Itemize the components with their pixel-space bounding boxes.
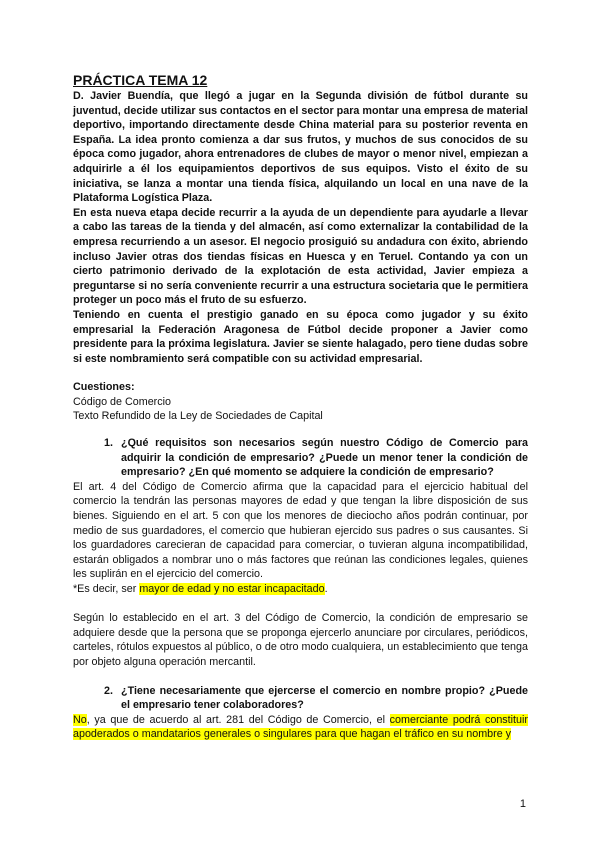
answer-2: [73, 713, 528, 742]
highlighted-text: No: [73, 713, 87, 726]
question-1: [73, 436, 528, 480]
question-number: 2.: [104, 684, 113, 697]
page-title: PRÁCTICA TEMA 12: [73, 72, 208, 88]
question-text: ¿Qué requisitos son necesarios según nuestro Código de Comercio para adquirir la condición de empresario? ¿Puede un menor tener la condición de empresario? ¿En qué momento se adquiere la condición de empresario?: [121, 437, 528, 479]
case-paragraph: En esta nueva etapa decide recurrir a la ayuda de un dependiente para ayudarle a llevar a cabo las tareas de la tienda y del almacén, así como externalizar la contabilidad de la empresa recurriendo a un asesor. El negocio prosiguió su andadura con éxito, abriendo incluso Javier otras dos tiendas físicas en Huesca y en Teruel. Contando ya con un cierto patrimonio derivado de la explotación de esta actividad, Javier empieza a preguntarse si no sería conveniente recurrir a una estructura societaria que le permitiera proteger un poco más el fruto de su esfuerzo.: [73, 206, 528, 307]
case-statement: [73, 89, 528, 366]
case-paragraph: Teniendo en cuenta el prestigio ganado en su época como jugador y su éxito empresarial la Federación Aragonesa de Fútbol decide proponer a Javier como presidente para la próxima legislatura. Javier se siente halagado, pero tiene dudas sobre si este nombramiento será compatible con su actividad empresarial.: [73, 308, 528, 365]
highlighted-text: mayor de edad y no estar incapacitado: [139, 583, 325, 595]
answer-paragraph: Según lo establecido en el art. 3 del Código de Comercio, la condición de empresario se adquiere desde que la persona que se proponga ejercerlo anunciare por circulares, periódicos, carteles, rótulos expuestos al público, o de otro modo cualquiera, un establecimiento que tenga por objeto alguna operación mercantil.: [73, 612, 528, 668]
question-text: ¿Tiene necesariamente que ejercerse el comercio en nombre propio? ¿Puede el empresario tener colaboradores?: [121, 684, 528, 712]
cuestiones-section: [73, 380, 528, 424]
answer-text: , ya que de acuerdo al art. 281 del Código de Comercio, el: [86, 713, 390, 726]
highlighted-text: comerciante podrá constituir apoderados o mandatarios generales o singulares para que hagan el tráfico en su nombre y: [73, 713, 528, 741]
answer-note: [73, 582, 528, 597]
note-text: .: [324, 583, 328, 595]
cuestiones-heading: Cuestiones:: [73, 381, 135, 394]
note-text: *Es decir, ser: [73, 583, 140, 595]
answer-paragraph: [73, 713, 528, 742]
answer-paragraph: El art. 4 del Código de Comercio afirma que la capacidad para el ejercicio habitual del comercio la tendrán las personas mayores de edad y que tengan la libre disposición de sus bienes. Siguiendo en el art. 5 con que los menores de dieciocho años podrán continuar, por medio de sus guardadores, el comercio que hubieran ejercido sus padres o sus causantes. Si los guardadores carecieran de capacidad para comerciar, o tuvieran alguna incompatibilidad, estarán obligados a nombrar uno o más factores que reúnan las condiciones legales, quienes les suplirán en el ejercicio del comercio.: [73, 480, 528, 581]
case-paragraph: D. Javier Buendía, que llegó a jugar en la Segunda división de fútbol durante su juventud, decide utilizar sus contactos en el sector para montar una empresa de material deportivo, importando directamente desde China material para su posterior reventa en España. La idea pronto comienza a dar sus frutos, y muchos de sus conocidos de su época como jugador, ahora entrenadores de clubes de mayor o menor nivel, empiezan a adquirirle a él los equipamientos deportivos de sus equipos. Visto el éxito de su iniciativa, se lanza a montar una tienda física, alquilando un local en una nave de la Plataforma Logística Plaza.: [73, 90, 528, 205]
answer-1: [73, 480, 528, 670]
source-item: Código de Comercio: [73, 395, 171, 408]
page-number: 1: [519, 798, 526, 810]
question-number: 1.: [104, 437, 113, 450]
question-2: [73, 684, 528, 713]
source-item: Texto Refundido de la Ley de Sociedades de Capital: [73, 410, 323, 423]
